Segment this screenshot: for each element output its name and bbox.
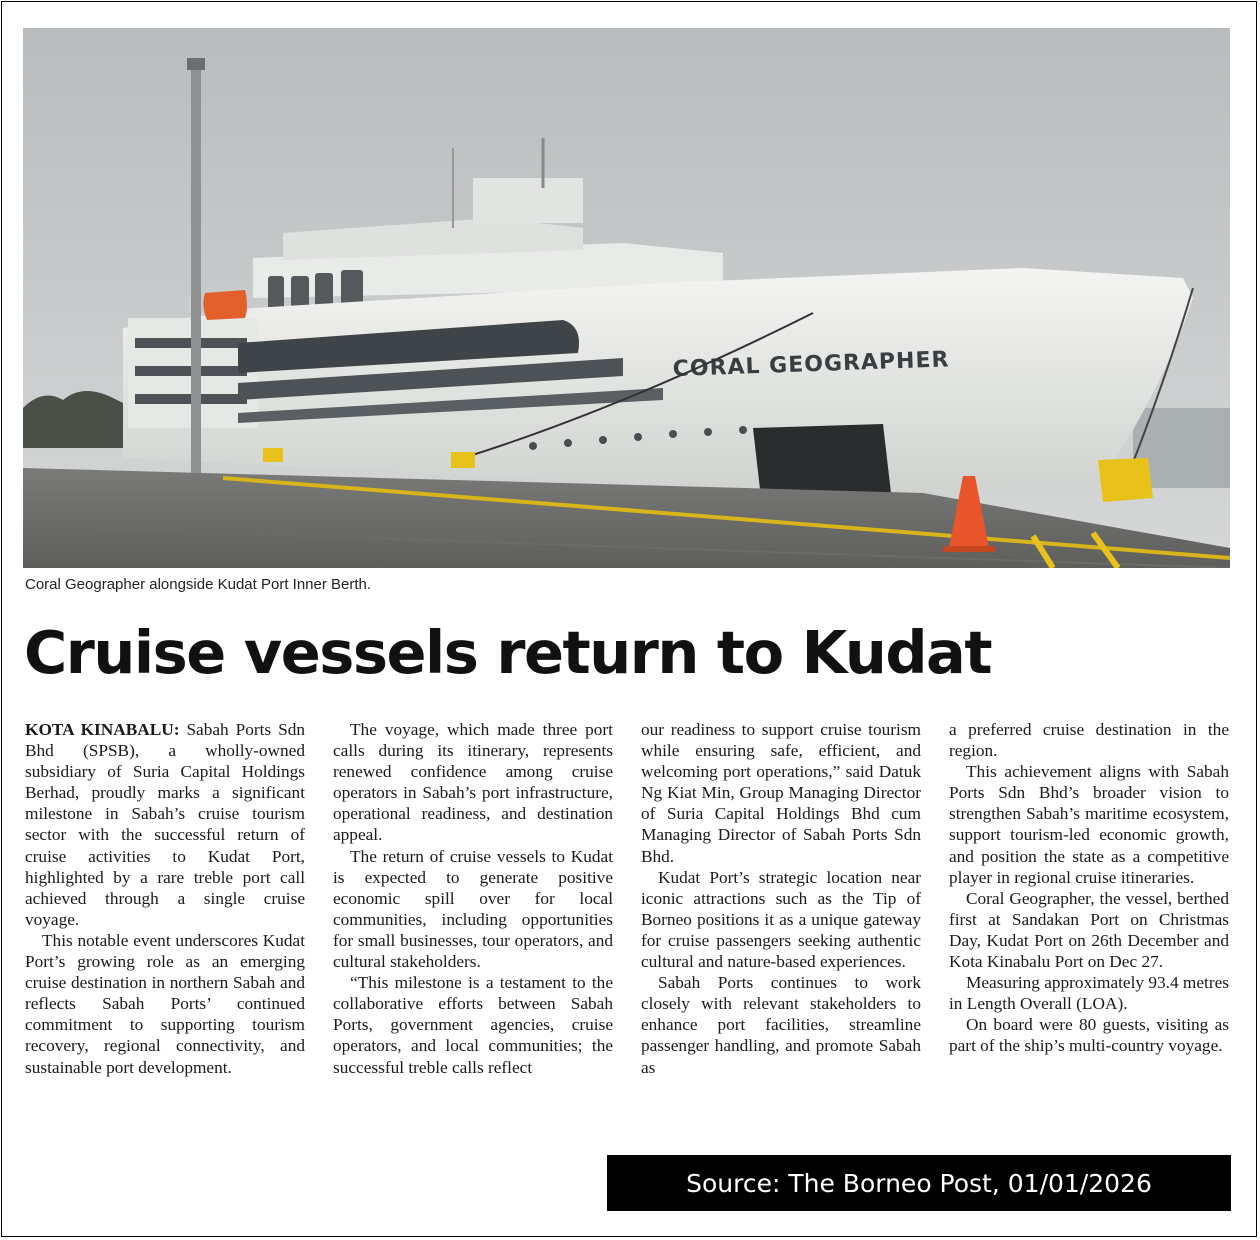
article-column-3 [641, 719, 921, 1078]
paragraph: This achievement aligns with Sabah Ports Sdn Bhd’s broader vision to strengthen Sabah’s maritime ecosystem, support tourism-led economic growth, and position the state as a competitive player in regional cruise itineraries. [949, 762, 1229, 887]
article-column-1 [25, 719, 305, 1078]
paragraph: “This milestone is a testament to the collaborative efforts between Sabah Ports, government agencies, cruise operators, and local communities; the successful treble calls reflect [333, 973, 613, 1077]
coral-geographer-illustration [23, 28, 1230, 568]
hull-name-text: CORAL GEOGRAPHER [672, 347, 950, 382]
paragraph-text: Sabah Ports Sdn Bhd (SPSB), a wholly-owned subsidiary of Suria Capital Holdings Berhad, proudly marks a significant milestone in Sabah’s cruise tourism sector with the successful return of cruise activities to Kudat Port, highlighted by a rare treble port call achieved through a single cruise voyage. [25, 720, 305, 929]
paragraph: Sabah Ports continues to work closely with relevant stakeholders to enhance port facilities, streamline passenger handling, and promote Sabah as [641, 973, 921, 1077]
paragraph: This notable event underscores Kudat Port’s growing role as an emerging cruise destination in northern Sabah and reflects Sabah Ports’ continued commitment to supporting tourism recovery, regional connectivity, and sustainable port development. [25, 930, 305, 1077]
paragraph: The voyage, which made three port calls during its itinerary, represents renewed confidence among cruise operators in Sabah’s port infrastructure, operational readiness, and destination appeal. [333, 720, 613, 845]
article-column-4 [949, 719, 1229, 1057]
photo-caption: Coral Geographer alongside Kudat Port Inner Berth. [25, 576, 372, 593]
ship-photo [23, 28, 1230, 568]
paragraph: a preferred cruise destination in the region. [949, 720, 1229, 761]
paragraph: On board were 80 guests, visiting as part of the ship’s multi-country voyage. [949, 1015, 1229, 1056]
paragraph: Coral Geographer, the vessel, berthed first at Sandakan Port on Christmas Day, Kudat Port on 26th December and Kota Kinabalu Port on Dec 27. [949, 888, 1229, 972]
paragraph: Measuring approximately 93.4 metres in Length Overall (LOA). [949, 973, 1229, 1014]
paragraph: Kudat Port’s strategic location near iconic attractions such as the Tip of Borneo positions it as a unique gateway for cruise passengers seeking authentic cultural and nature-based experiences. [641, 867, 921, 972]
paragraph: The return of cruise vessels to Kudat is expected to generate positive economic spill over for local communities, including opportunities for small businesses, tour operators, and cultural stakeholders. [333, 846, 613, 972]
dateline: KOTA KINABALU: [25, 720, 180, 739]
headline: Cruise vessels return to Kudat [24, 618, 992, 687]
paragraph: our readiness to support cruise tourism while ensuring safe, efficient, and welcoming port operations,” said Datuk Ng Kiat Min, Group Managing Director of Suria Capital Holdings Bhd cum Managing Director of Sabah Ports Sdn Bhd. [641, 720, 921, 866]
article-column-2 [333, 719, 613, 1078]
source-banner: Source: The Borneo Post, 01/01/2026 [607, 1155, 1231, 1211]
paragraph [25, 719, 305, 930]
